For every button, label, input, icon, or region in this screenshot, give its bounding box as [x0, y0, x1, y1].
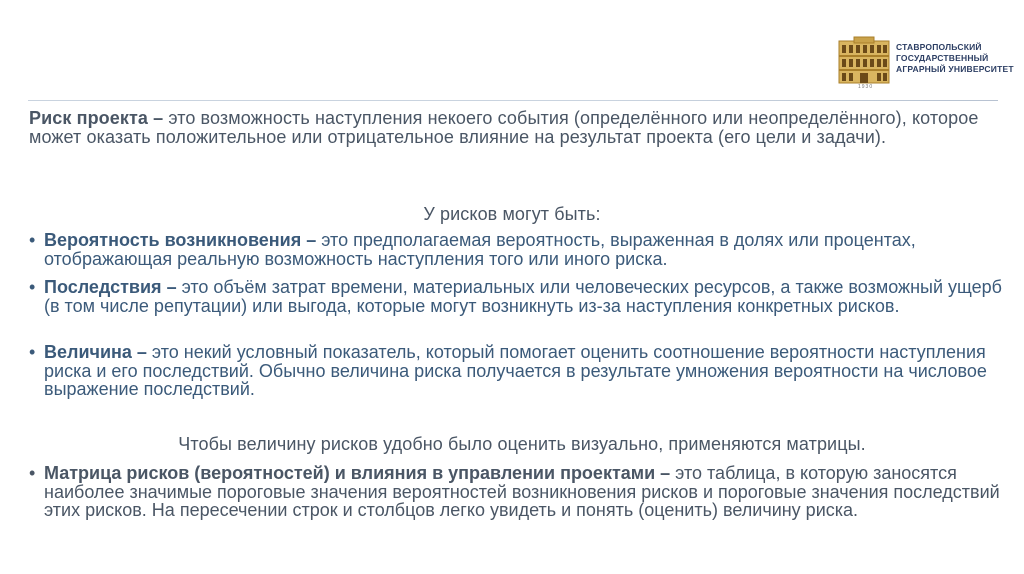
bullet-term: Матрица рисков (вероятностей) и влияния в управлении проектами – [44, 463, 671, 483]
logo-year: 1930 [858, 84, 874, 90]
university-name-line-3: АГРАРНЫЙ УНИВЕРСИТЕТ [896, 64, 1014, 74]
bullet-term: Величина – [44, 342, 147, 362]
university-name-line-2: ГОСУДАРСТВЕННЫЙ [896, 53, 989, 63]
bullet-text [44, 343, 1002, 399]
intro-text: это возможность наступления некоего события (определённого или неопределённого), которое может оказать положительное или отрицательное влияние на результат проекта (его цели и задачи). [29, 108, 979, 147]
bullet-definition: это таблица, в которую заносятся наиболее значимые пороговые значения вероятностей возникновения рисков и пороговые значения последствий этих рисков. На пересечении строк и столбцов легко увидеть и понять (оценить) величину риска. [44, 463, 1000, 520]
bullet-definition: это некий условный показатель, который помогает оценить соотношение вероятности наступления риска и его последствий. Обычно величина риска получается в результате умножения вероятности на числовое выражение последствий. [44, 342, 987, 399]
bullet-term: Последствия – [44, 277, 177, 297]
university-name-line-1: СТАВРОПОЛЬСКИЙ [896, 42, 982, 52]
bullet-definition: это предполагаемая вероятность, выраженная в долях или процентах, отображающая реальную возможность наступления того или иного риска. [44, 230, 916, 269]
bullet-definition: это объём затрат времени, материальных или человеческих ресурсов, а также возможный ущерб (в том числе репутации) или выгода, которые могут возникнуть из-за наступления конкретных рисков. [44, 277, 1002, 316]
subheading-risks: У рисков могут быть: [423, 204, 601, 224]
intro-term: Риск проекта – [29, 108, 164, 128]
subheading-matrices: Чтобы величину рисков удобно было оценить визуально, применяются матрицы. [178, 434, 866, 454]
bullet-term: Вероятность возникновения – [44, 230, 317, 250]
bullet-text [44, 464, 1002, 520]
bullet-text [44, 278, 1002, 315]
bullet-text [44, 231, 1002, 268]
university-building-icon [838, 35, 890, 87]
intro-paragraph [29, 109, 989, 147]
university-name [896, 42, 1014, 75]
header-divider [28, 100, 998, 101]
bullet-dot: • [29, 277, 36, 297]
bullet-dot: • [29, 342, 36, 362]
university-logo [838, 35, 1014, 90]
bullet-dot: • [29, 463, 36, 483]
bullet-dot: • [29, 230, 36, 250]
